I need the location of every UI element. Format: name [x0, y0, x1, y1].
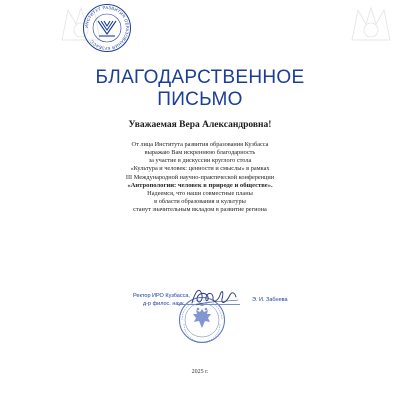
body-line: III Международной научно-практической конференции — [125, 173, 275, 181]
signer-degree: д-р филос. наук — [143, 301, 184, 307]
letter-title-second-line: ПИСЬМО — [157, 89, 243, 110]
svg-text:ИНСТИТУТ РАЗВИТИЯ ОБРАЗОВАНИЯ — [84, 5, 130, 51]
body-line: Надеемся, что наши совместные планы — [147, 189, 253, 197]
signer-name: Э. И. Забнева — [252, 297, 288, 303]
handwritten-signature-icon — [188, 283, 240, 309]
greeting: Уважаемая Вера Александровна! — [128, 120, 272, 130]
body-line: «Культура и человек: ценности и смыслы» в рамках — [130, 165, 270, 173]
letter-body — [0, 141, 400, 214]
letter-title: БЛАГОДАРСТВЕННОЕ — [95, 67, 305, 88]
letter-year: 2025 г. — [191, 369, 209, 375]
body-line: От лица Института развития образования Кузбасса — [131, 141, 269, 148]
body-line: в области образования и культуры — [154, 198, 246, 206]
body-line: выражаю Вам искреннюю благодарность — [144, 149, 256, 157]
corner-ornament-icon — [348, 4, 394, 44]
body-line: станут значительным вкладом в развитие региона — [133, 206, 267, 214]
institute-logo-icon — [82, 3, 132, 53]
conference-title: «Антропологии: человек в природе и обществе». — [127, 181, 273, 189]
body-line: за участие в дискуссии круглого стола — [148, 157, 252, 165]
logo-ring-text: ИНСТИТУТ РАЗВИТИЯ ОБРАЗОВАНИЯ КУЗБАСС — [83, 4, 131, 52]
signer-position: Ректор ИРО Кузбасса, — [133, 293, 190, 299]
